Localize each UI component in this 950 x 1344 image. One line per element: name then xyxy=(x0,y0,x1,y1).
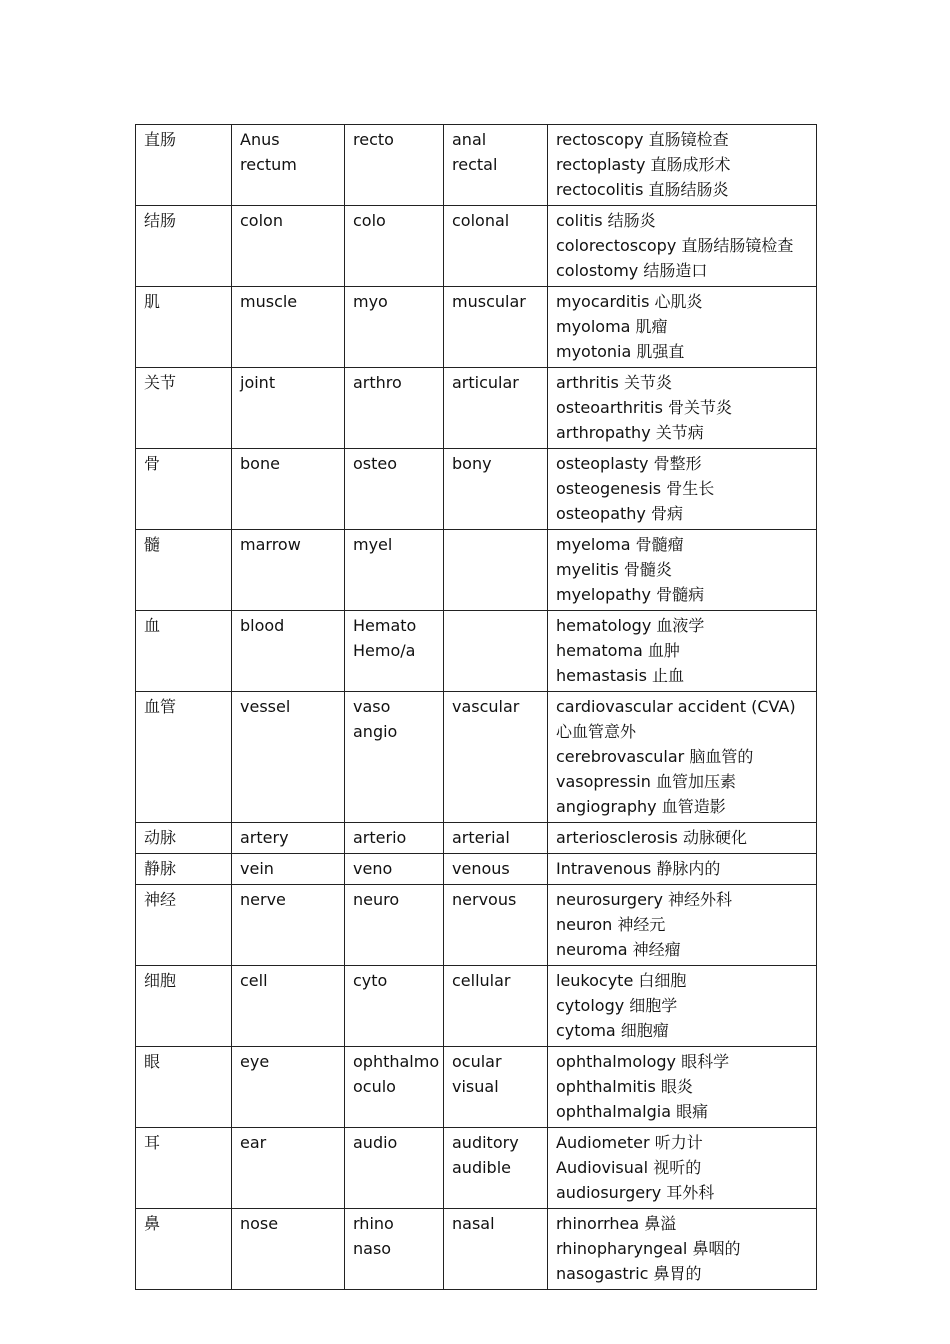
root-form-cell xyxy=(345,1047,444,1128)
english-term-cell xyxy=(232,885,345,966)
table-row xyxy=(136,1047,817,1128)
cell-line: Intravenous 静脉内的 xyxy=(556,859,721,878)
cell-line: nerve xyxy=(240,890,286,909)
cell-line: oculo xyxy=(353,1077,396,1096)
cell-line: arthro xyxy=(353,373,402,392)
cell-line: neurosurgery 神经外科 xyxy=(556,890,733,909)
cell-line: marrow xyxy=(240,535,301,554)
english-term-cell xyxy=(232,611,345,692)
adjective-form-cell xyxy=(444,611,548,692)
cell-line: nasal xyxy=(452,1214,495,1233)
examples-cell xyxy=(548,692,817,823)
root-form-cell xyxy=(345,287,444,368)
cell-line: neuron 神经元 xyxy=(556,915,666,934)
cell-text: 耳 xyxy=(144,1133,161,1152)
cell-line: joint xyxy=(240,373,276,392)
english-term-cell xyxy=(232,368,345,449)
cell-text: 结肠 xyxy=(144,211,177,230)
cell-text: 关节 xyxy=(144,373,177,392)
cell-line: cyto xyxy=(353,971,388,990)
examples-cell xyxy=(548,125,817,206)
chinese-term-cell xyxy=(136,692,232,823)
table-row xyxy=(136,823,817,854)
table-row xyxy=(136,206,817,287)
cell-line: colorectoscopy 直肠结肠镜检查 xyxy=(556,236,794,255)
english-term-cell xyxy=(232,287,345,368)
cell-text: 眼 xyxy=(144,1052,161,1071)
cell-line: hemastasis 止血 xyxy=(556,666,684,685)
root-form-cell xyxy=(345,966,444,1047)
adjective-form-cell xyxy=(444,449,548,530)
cell-line: rectal xyxy=(452,155,498,174)
chinese-term-cell xyxy=(136,885,232,966)
cell-line: nasogastric 鼻胃的 xyxy=(556,1264,702,1283)
cell-text: 骨 xyxy=(144,454,161,473)
adjective-form-cell xyxy=(444,287,548,368)
chinese-term-cell xyxy=(136,368,232,449)
chinese-term-cell xyxy=(136,1047,232,1128)
cell-text: 直肠 xyxy=(144,130,177,149)
cell-line: cardiovascular accident (CVA) 心血管意外 xyxy=(556,697,796,741)
table-row xyxy=(136,449,817,530)
cell-line: myo xyxy=(353,292,388,311)
cell-line: osteo xyxy=(353,454,398,473)
english-term-cell xyxy=(232,206,345,287)
cell-line: venous xyxy=(452,859,510,878)
adjective-form-cell xyxy=(444,823,548,854)
cell-line: anal xyxy=(452,130,487,149)
cell-line: myeloma 骨髓瘤 xyxy=(556,535,684,554)
cell-line: colon xyxy=(240,211,283,230)
cell-line: muscle xyxy=(240,292,298,311)
root-form-cell xyxy=(345,530,444,611)
cell-line: vaso xyxy=(353,697,391,716)
cell-line: rhino xyxy=(353,1214,394,1233)
cell-line: ophthalmo xyxy=(353,1052,440,1071)
cell-line: muscular xyxy=(452,292,526,311)
cell-line: rectum xyxy=(240,155,297,174)
cell-line: myelitis 骨髓炎 xyxy=(556,560,672,579)
root-form-cell xyxy=(345,368,444,449)
cell-line: ear xyxy=(240,1133,267,1152)
cell-line: veno xyxy=(353,859,393,878)
cell-line: arterio xyxy=(353,828,407,847)
cell-line: colostomy 结肠造口 xyxy=(556,261,708,280)
examples-cell xyxy=(548,1047,817,1128)
root-form-cell xyxy=(345,823,444,854)
table-row xyxy=(136,611,817,692)
root-form-cell xyxy=(345,125,444,206)
cell-line: auditory xyxy=(452,1133,519,1152)
cell-line: blood xyxy=(240,616,285,635)
cell-line: hematology 血液学 xyxy=(556,616,705,635)
cell-line: myoloma 肌瘤 xyxy=(556,317,668,336)
table-row xyxy=(136,966,817,1047)
cell-line: osteoplasty 骨整形 xyxy=(556,454,702,473)
cell-text: 神经 xyxy=(144,890,177,909)
examples-cell xyxy=(548,966,817,1047)
table-row xyxy=(136,1209,817,1290)
adjective-form-cell xyxy=(444,854,548,885)
cell-line: bony xyxy=(452,454,492,473)
adjective-form-cell xyxy=(444,692,548,823)
cell-line: osteopathy 骨病 xyxy=(556,504,683,523)
examples-cell xyxy=(548,611,817,692)
cell-line: Hemato xyxy=(353,616,417,635)
cell-line: angiography 血管造影 xyxy=(556,797,726,816)
cell-line: bone xyxy=(240,454,280,473)
examples-cell xyxy=(548,885,817,966)
examples-cell xyxy=(548,530,817,611)
cell-text: 静脉 xyxy=(144,859,177,878)
cell-line: rhinorrhea 鼻溢 xyxy=(556,1214,677,1233)
chinese-term-cell xyxy=(136,530,232,611)
cell-line: ophthalmology 眼科学 xyxy=(556,1052,730,1071)
cell-line: audio xyxy=(353,1133,398,1152)
cell-line: colitis 结肠炎 xyxy=(556,211,656,230)
root-form-cell xyxy=(345,206,444,287)
cell-line: artery xyxy=(240,828,289,847)
root-form-cell xyxy=(345,611,444,692)
examples-cell xyxy=(548,823,817,854)
english-term-cell xyxy=(232,530,345,611)
english-term-cell xyxy=(232,823,345,854)
cell-text: 鼻 xyxy=(144,1214,161,1233)
adjective-form-cell xyxy=(444,206,548,287)
table-row xyxy=(136,692,817,823)
table-row xyxy=(136,885,817,966)
table-row xyxy=(136,854,817,885)
english-term-cell xyxy=(232,449,345,530)
cell-line: leukocyte 白细胞 xyxy=(556,971,687,990)
adjective-form-cell xyxy=(444,125,548,206)
examples-cell xyxy=(548,287,817,368)
cell-line: rectocolitis 直肠结肠炎 xyxy=(556,180,729,199)
examples-cell xyxy=(548,1209,817,1290)
cell-line: Hemo/a xyxy=(353,641,416,660)
english-term-cell xyxy=(232,692,345,823)
cell-text: 血 xyxy=(144,616,161,635)
root-form-cell xyxy=(345,854,444,885)
cell-line: Audiometer 听力计 xyxy=(556,1133,703,1152)
cell-line: cerebrovascular 脑血管的 xyxy=(556,747,754,766)
chinese-term-cell xyxy=(136,125,232,206)
cell-line: naso xyxy=(353,1239,392,1258)
cell-line: arterial xyxy=(452,828,510,847)
cell-line: colonal xyxy=(452,211,510,230)
root-form-cell xyxy=(345,885,444,966)
cell-line: vascular xyxy=(452,697,520,716)
english-term-cell xyxy=(232,966,345,1047)
cell-line: arteriosclerosis 动脉硬化 xyxy=(556,828,747,847)
examples-cell xyxy=(548,449,817,530)
chinese-term-cell xyxy=(136,823,232,854)
cell-text: 血管 xyxy=(144,697,177,716)
english-term-cell xyxy=(232,1128,345,1209)
examples-cell xyxy=(548,368,817,449)
examples-cell xyxy=(548,1128,817,1209)
cell-line: articular xyxy=(452,373,519,392)
root-form-cell xyxy=(345,692,444,823)
cell-line: rhinopharyngeal 鼻咽的 xyxy=(556,1239,741,1258)
cell-line: ophthalmalgia 眼痛 xyxy=(556,1102,709,1121)
cell-line: audiosurgery 耳外科 xyxy=(556,1183,715,1202)
adjective-form-cell xyxy=(444,885,548,966)
table-row xyxy=(136,368,817,449)
cell-line: audible xyxy=(452,1158,511,1177)
adjective-form-cell xyxy=(444,1209,548,1290)
vocabulary-table xyxy=(135,124,817,1290)
chinese-term-cell xyxy=(136,854,232,885)
cell-line: myel xyxy=(353,535,393,554)
chinese-term-cell xyxy=(136,449,232,530)
adjective-form-cell xyxy=(444,368,548,449)
cell-line: Anus xyxy=(240,130,280,149)
cell-line: arthritis 关节炎 xyxy=(556,373,672,392)
cell-line: cytology 细胞学 xyxy=(556,996,678,1015)
cell-line: Audiovisual 视听的 xyxy=(556,1158,702,1177)
chinese-term-cell xyxy=(136,1209,232,1290)
cell-line: nervous xyxy=(452,890,517,909)
cell-line: angio xyxy=(353,722,398,741)
cell-text: 肌 xyxy=(144,292,161,311)
cell-text: 髓 xyxy=(144,535,161,554)
cell-line: arthropathy 关节病 xyxy=(556,423,704,442)
table-row xyxy=(136,1128,817,1209)
english-term-cell xyxy=(232,1209,345,1290)
cell-line: neuro xyxy=(353,890,400,909)
cell-line: rectoplasty 直肠成形术 xyxy=(556,155,731,174)
cell-line: neuroma 神经瘤 xyxy=(556,940,681,959)
chinese-term-cell xyxy=(136,206,232,287)
english-term-cell xyxy=(232,1047,345,1128)
english-term-cell xyxy=(232,854,345,885)
cell-line: vein xyxy=(240,859,274,878)
cell-line: myelopathy 骨髓病 xyxy=(556,585,705,604)
table-row xyxy=(136,125,817,206)
cell-line: vasopressin 血管加压素 xyxy=(556,772,736,791)
chinese-term-cell xyxy=(136,1128,232,1209)
cell-line: myocarditis 心肌炎 xyxy=(556,292,703,311)
cell-line: osteogenesis 骨生长 xyxy=(556,479,715,498)
cell-line: visual xyxy=(452,1077,499,1096)
vocabulary-table-body xyxy=(136,125,817,1290)
cell-line: hematoma 血肿 xyxy=(556,641,680,660)
cell-line: cell xyxy=(240,971,268,990)
adjective-form-cell xyxy=(444,1047,548,1128)
cell-line: colo xyxy=(353,211,386,230)
adjective-form-cell xyxy=(444,966,548,1047)
root-form-cell xyxy=(345,1128,444,1209)
cell-line: rectoscopy 直肠镜检查 xyxy=(556,130,729,149)
table-row xyxy=(136,287,817,368)
cell-line: ophthalmitis 眼炎 xyxy=(556,1077,693,1096)
chinese-term-cell xyxy=(136,966,232,1047)
cell-line: vessel xyxy=(240,697,291,716)
cell-line: cytoma 细胞瘤 xyxy=(556,1021,669,1040)
chinese-term-cell xyxy=(136,287,232,368)
cell-line: myotonia 肌强直 xyxy=(556,342,685,361)
cell-line: cellular xyxy=(452,971,511,990)
adjective-form-cell xyxy=(444,1128,548,1209)
adjective-form-cell xyxy=(444,530,548,611)
cell-text: 细胞 xyxy=(144,971,177,990)
cell-text: 动脉 xyxy=(144,828,177,847)
chinese-term-cell xyxy=(136,611,232,692)
cell-line: nose xyxy=(240,1214,279,1233)
cell-line: recto xyxy=(353,130,394,149)
root-form-cell xyxy=(345,449,444,530)
examples-cell xyxy=(548,206,817,287)
cell-line: ocular xyxy=(452,1052,502,1071)
root-form-cell xyxy=(345,1209,444,1290)
examples-cell xyxy=(548,854,817,885)
cell-line: osteoarthritis 骨关节炎 xyxy=(556,398,732,417)
cell-line: eye xyxy=(240,1052,270,1071)
english-term-cell xyxy=(232,125,345,206)
table-row xyxy=(136,530,817,611)
